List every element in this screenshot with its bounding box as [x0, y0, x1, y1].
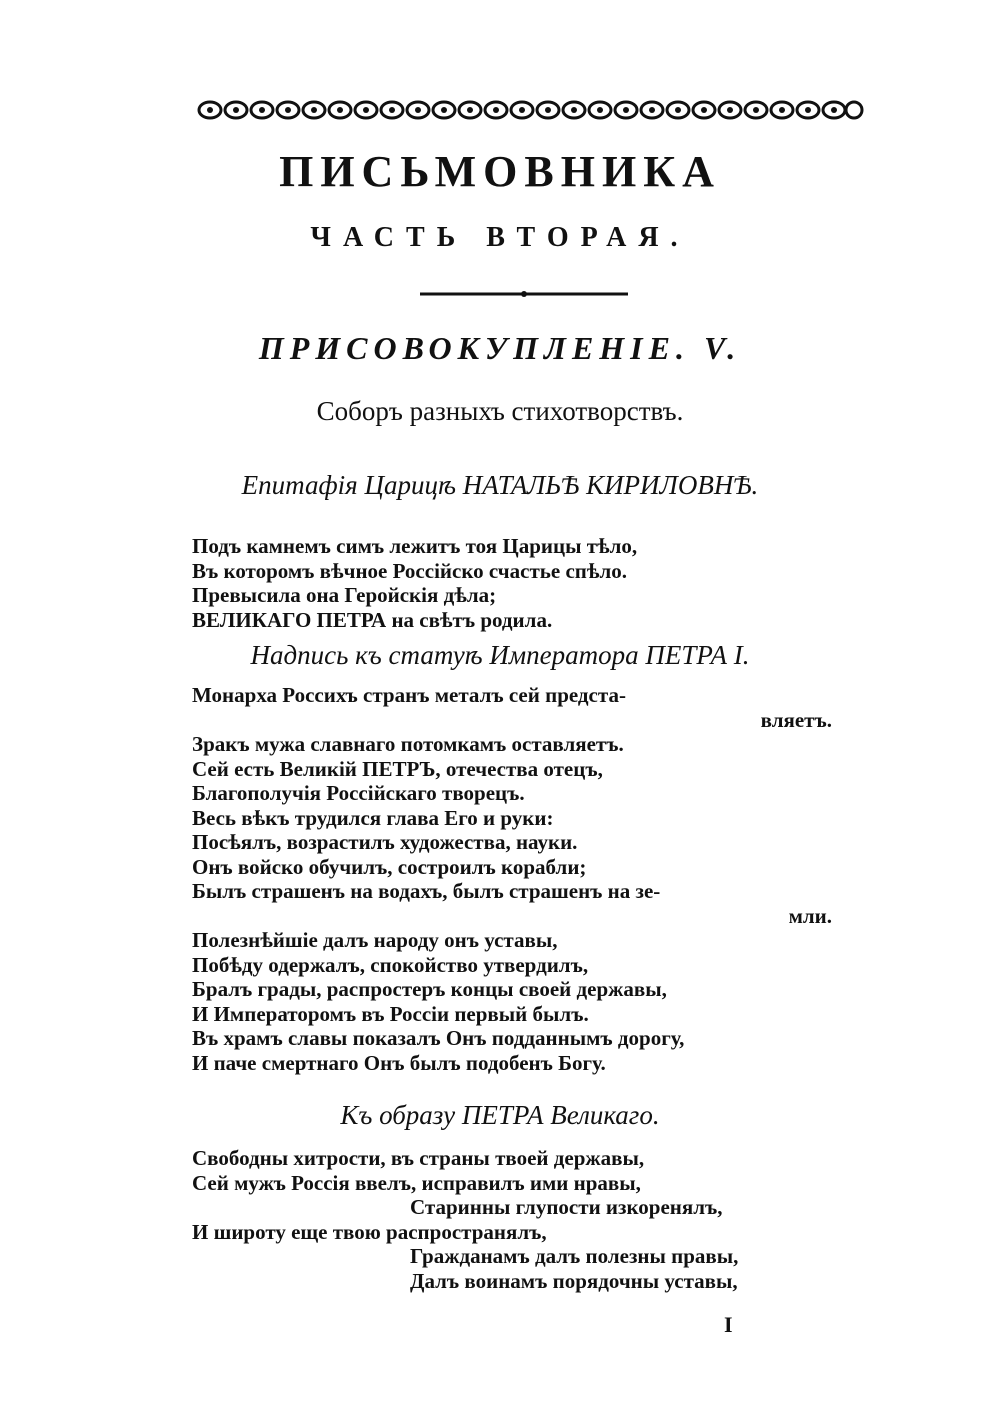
verse-line: Въ которомъ вѣчное Россійско счастье спѣло.: [192, 558, 628, 583]
epitaph-verse: [192, 534, 872, 632]
verse-line: Былъ страшенъ на водахъ, былъ страшенъ на зе-: [192, 879, 661, 903]
verse-line: Сей есть Великій ПЕТРЪ, отечества отецъ,: [192, 756, 603, 781]
verse-line: Бралъ грады, распростеръ концы своей державы,: [192, 977, 667, 1001]
verse-line: Благополучія Россійскаго творецъ.: [192, 781, 525, 805]
image-of-peter-heading: Къ образу ПЕТРА Великаго.: [340, 1100, 660, 1130]
verse-line: Въ храмъ славы показалъ Онъ подданнымъ дорогу,: [192, 1026, 685, 1050]
divider-rule: [420, 290, 628, 298]
verse-line: И Императоромъ въ Россіи первый былъ.: [192, 1001, 589, 1026]
verse-line: Побѣду одержалъ, спокойство утвердилъ,: [192, 952, 589, 977]
verse-line: Подъ камнемъ симъ лежитъ тоя Царицы тѣло,: [192, 534, 638, 558]
collection-heading: Соборъ разныхъ стихотворствъ.: [316, 396, 684, 426]
verse-line-indented: Далъ воинамъ порядочны уставы,: [410, 1268, 738, 1293]
verse-line: Посѣялъ, возрастилъ художества, науки.: [192, 830, 578, 854]
verse-line: Зракъ мужа славнаго потомкамъ оставляетъ.: [192, 732, 624, 756]
image-of-peter-verse: [192, 1146, 872, 1293]
verse-line: Превысила она Геройскія дѣла;: [192, 583, 497, 607]
inscription-heading: Надпись къ статуѣ Императора ПЕТРА I.: [250, 640, 750, 670]
verse-line: И широту еще твою распространялъ,: [192, 1219, 547, 1244]
inscription-verse: [192, 683, 872, 1075]
verse-line: Полезнѣйшіе далъ народу онъ уставы,: [192, 928, 558, 952]
verse-line: И паче смертнаго Онъ былъ подобенъ Богу.: [192, 1050, 606, 1075]
verse-line-indented: Гражданамъ далъ полезны правы,: [410, 1244, 739, 1268]
book-title: ПИСЬМОВНИКА: [279, 147, 721, 196]
epitaph-heading: Епитафія Царицѣ НАТАЛЬѢ КИРИЛОВНѢ.: [241, 470, 759, 500]
verse-line-continuation: вляетъ.: [760, 707, 832, 732]
verse-line: Сей мужъ Россія ввелъ, исправилъ ими нравы,: [192, 1170, 641, 1195]
ornamental-header-band: [196, 96, 864, 124]
appendix-heading: ПРИСОВОКУПЛЕНІЕ. V.: [258, 330, 742, 366]
verse-line: Онъ войско обучилъ, состроилъ корабли;: [192, 854, 587, 879]
page-folio-signature: I: [724, 1312, 733, 1337]
verse-line: Свободны хитрости, въ страны твоей державы,: [192, 1146, 645, 1170]
verse-line: Весь вѣкъ трудился глава Его и руки:: [192, 805, 554, 830]
verse-line: Монарха Россихъ странъ металъ сей предста-: [192, 683, 626, 707]
verse-line-continuation: мли.: [788, 903, 832, 928]
part-subtitle: ЧАСТЬ ВТОРАЯ.: [310, 222, 690, 253]
verse-line: ВЕЛИКАГО ПЕТРА на свѣтъ родила.: [192, 607, 553, 632]
verse-line-indented: Старинны глупости изкоренялъ,: [410, 1195, 723, 1219]
